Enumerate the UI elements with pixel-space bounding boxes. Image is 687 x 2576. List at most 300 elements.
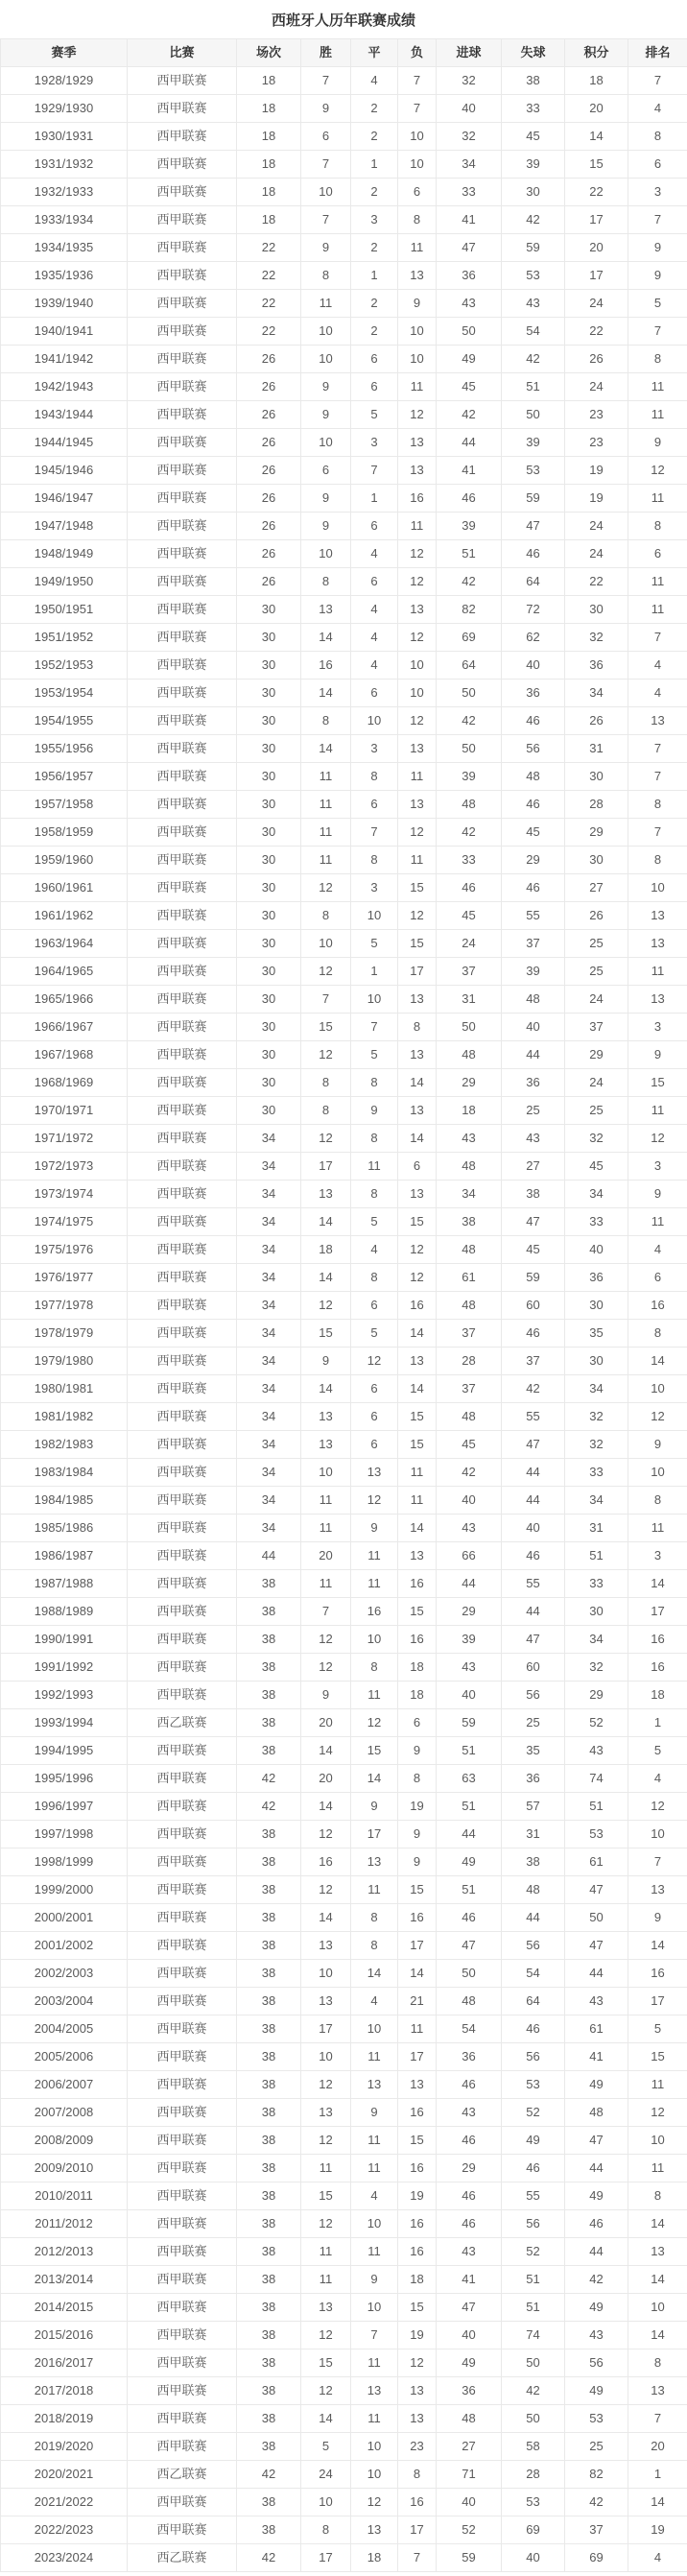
losses-cell: 15 [398,1208,437,1236]
table-row [1,930,687,958]
losses-cell: 12 [398,568,437,596]
wins-cell: 6 [301,123,351,151]
competition-cell: 西甲联赛 [128,986,237,1014]
wins-cell: 16 [301,1849,351,1876]
draws-cell: 13 [351,1849,398,1876]
goals-for-cell: 50 [437,680,502,707]
goals-against-cell: 44 [502,1598,565,1626]
season-cell: 1971/1972 [1,1125,128,1153]
table-row [1,1403,687,1431]
losses-cell: 17 [398,2516,437,2544]
points-cell: 30 [565,847,628,874]
wins-cell: 12 [301,1821,351,1849]
matches-cell: 44 [237,1542,301,1570]
matches-cell: 18 [237,151,301,179]
goals-against-cell: 28 [502,2461,565,2489]
table-row [1,429,687,457]
points-cell: 26 [565,902,628,930]
goals-against-cell: 53 [502,2071,565,2099]
matches-cell: 26 [237,346,301,373]
losses-cell: 15 [398,2294,437,2322]
season-cell: 2023/2024 [1,2544,128,2572]
draws-cell: 7 [351,457,398,485]
matches-cell: 26 [237,429,301,457]
wins-cell: 14 [301,1904,351,1932]
goals-for-cell: 29 [437,1069,502,1097]
table-row [1,791,687,819]
losses-cell: 13 [398,429,437,457]
losses-cell: 16 [398,1570,437,1598]
draws-cell: 6 [351,1431,398,1459]
goals-against-cell: 45 [502,819,565,847]
points-cell: 37 [565,2516,628,2544]
matches-cell: 26 [237,513,301,540]
goals-for-cell: 39 [437,513,502,540]
matches-cell: 22 [237,234,301,262]
rank-cell: 3 [628,1153,687,1181]
rank-cell: 11 [628,401,687,429]
rank-cell: 8 [628,2349,687,2377]
goals-for-cell: 40 [437,1487,502,1515]
goals-against-cell: 50 [502,401,565,429]
competition-cell: 西甲联赛 [128,1459,237,1487]
season-cell: 1983/1984 [1,1459,128,1487]
rank-cell: 13 [628,707,687,735]
goals-against-cell: 40 [502,2544,565,2572]
draws-cell: 5 [351,1041,398,1069]
points-cell: 42 [565,2266,628,2294]
competition-cell: 西甲联赛 [128,819,237,847]
matches-cell: 42 [237,1793,301,1821]
goals-against-cell: 46 [502,540,565,568]
goals-for-cell: 49 [437,2349,502,2377]
goals-against-cell: 25 [502,1097,565,1125]
goals-for-cell: 50 [437,735,502,763]
wins-cell: 11 [301,763,351,791]
draws-cell: 8 [351,1181,398,1208]
draws-cell: 2 [351,179,398,206]
table-row [1,707,687,735]
wins-cell: 12 [301,2322,351,2349]
draws-cell: 13 [351,2377,398,2405]
losses-cell: 7 [398,67,437,95]
wins-cell: 12 [301,1876,351,1904]
competition-cell: 西甲联赛 [128,847,237,874]
goals-for-cell: 44 [437,1821,502,1849]
season-cell: 1960/1961 [1,874,128,902]
wins-cell: 13 [301,2294,351,2322]
rank-cell: 4 [628,1765,687,1793]
goals-for-cell: 52 [437,2516,502,2544]
points-cell: 23 [565,429,628,457]
points-cell: 30 [565,763,628,791]
rank-cell: 4 [628,95,687,123]
goals-for-cell: 43 [437,2238,502,2266]
wins-cell: 9 [301,1348,351,1375]
matches-cell: 34 [237,1292,301,1320]
rank-cell: 11 [628,568,687,596]
goals-against-cell: 56 [502,1682,565,1709]
matches-cell: 30 [237,735,301,763]
table-row [1,95,687,123]
losses-cell: 15 [398,874,437,902]
table-row [1,1431,687,1459]
points-cell: 51 [565,1542,628,1570]
goals-against-cell: 40 [502,1515,565,1542]
points-header: 积分 [565,39,628,67]
wins-cell: 20 [301,1765,351,1793]
goals-against-cell: 38 [502,1849,565,1876]
wins-cell: 11 [301,1570,351,1598]
matches-cell: 18 [237,95,301,123]
matches-cell: 38 [237,1598,301,1626]
season-cell: 1959/1960 [1,847,128,874]
points-cell: 22 [565,568,628,596]
rank-cell: 8 [628,847,687,874]
losses-cell: 13 [398,1348,437,1375]
draws-cell: 17 [351,1821,398,1849]
competition-cell: 西甲联赛 [128,1236,237,1264]
competition-cell: 西乙联赛 [128,2544,237,2572]
competition-cell: 西甲联赛 [128,1765,237,1793]
losses-cell: 10 [398,318,437,346]
season-cell: 1932/1933 [1,179,128,206]
goals-for-cell: 69 [437,624,502,652]
competition-cell: 西甲联赛 [128,958,237,986]
goals-against-cell: 40 [502,1014,565,1041]
table-row [1,1348,687,1375]
matches-cell: 30 [237,874,301,902]
season-cell: 1981/1982 [1,1403,128,1431]
table-row [1,2043,687,2071]
competition-cell: 西甲联赛 [128,596,237,624]
rank-cell: 9 [628,1181,687,1208]
season-cell: 1961/1962 [1,902,128,930]
points-cell: 32 [565,1403,628,1431]
competition-cell: 西甲联赛 [128,2071,237,2099]
goals-against-cell: 42 [502,2377,565,2405]
losses-header: 负 [398,39,437,67]
season-cell: 1998/1999 [1,1849,128,1876]
losses-cell: 11 [398,1487,437,1515]
draws-cell: 3 [351,735,398,763]
draws-cell: 4 [351,652,398,680]
draws-cell: 10 [351,986,398,1014]
points-cell: 31 [565,735,628,763]
matches-cell: 34 [237,1431,301,1459]
wins-cell: 15 [301,2349,351,2377]
goals-for-cell: 43 [437,1654,502,1682]
table-row [1,2294,687,2322]
goals-against-cell: 55 [502,1570,565,1598]
table-row [1,2155,687,2182]
wins-cell: 10 [301,179,351,206]
goals-for-cell: 18 [437,1097,502,1125]
losses-cell: 9 [398,1821,437,1849]
draws-cell: 10 [351,2461,398,2489]
competition-cell: 西甲联赛 [128,429,237,457]
goals-for-cell: 40 [437,95,502,123]
matches-cell: 18 [237,206,301,234]
season-cell: 1999/2000 [1,1876,128,1904]
season-cell: 1954/1955 [1,707,128,735]
draws-cell: 16 [351,1598,398,1626]
wins-cell: 7 [301,1598,351,1626]
points-cell: 46 [565,2210,628,2238]
table-row [1,2182,687,2210]
goals-for-cell: 59 [437,1709,502,1737]
competition-cell: 西甲联赛 [128,2294,237,2322]
table-row [1,290,687,318]
matches-cell: 38 [237,1626,301,1654]
season-cell: 1958/1959 [1,819,128,847]
matches-cell: 30 [237,930,301,958]
season-cell: 1950/1951 [1,596,128,624]
wins-cell: 11 [301,819,351,847]
matches-cell: 38 [237,1960,301,1988]
season-cell: 1935/1936 [1,262,128,290]
rank-cell: 9 [628,429,687,457]
losses-cell: 12 [398,707,437,735]
wins-cell: 9 [301,485,351,513]
goals-against-cell: 69 [502,2516,565,2544]
losses-cell: 16 [398,485,437,513]
rank-cell: 7 [628,206,687,234]
goals-against-cell: 56 [502,2210,565,2238]
draws-cell: 9 [351,1097,398,1125]
goals-for-cell: 46 [437,2071,502,2099]
rank-cell: 11 [628,1515,687,1542]
losses-cell: 11 [398,373,437,401]
competition-cell: 西甲联赛 [128,401,237,429]
losses-cell: 14 [398,1515,437,1542]
season-cell: 1949/1950 [1,568,128,596]
rank-cell: 4 [628,2544,687,2572]
matches-cell: 30 [237,1014,301,1041]
draws-cell: 8 [351,1125,398,1153]
goals-for-cell: 46 [437,2127,502,2155]
losses-cell: 13 [398,2405,437,2433]
goals-for-cell: 46 [437,1904,502,1932]
losses-cell: 11 [398,2015,437,2043]
matches-cell: 30 [237,1069,301,1097]
competition-cell: 西甲联赛 [128,1292,237,1320]
competition-cell: 西甲联赛 [128,791,237,819]
rank-cell: 14 [628,1348,687,1375]
goals-for-cell: 31 [437,986,502,1014]
goals-for-cell: 63 [437,1765,502,1793]
draws-cell: 11 [351,1682,398,1709]
points-cell: 29 [565,1041,628,1069]
competition-cell: 西乙联赛 [128,2461,237,2489]
points-cell: 32 [565,1125,628,1153]
matches-cell: 42 [237,2544,301,2572]
draws-cell: 5 [351,1320,398,1348]
wins-cell: 20 [301,1542,351,1570]
competition-cell: 西甲联赛 [128,1737,237,1765]
competition-cell: 西甲联赛 [128,2127,237,2155]
goals-against-cell: 48 [502,763,565,791]
points-cell: 19 [565,457,628,485]
goals-against-cell: 54 [502,1960,565,1988]
draws-cell: 2 [351,290,398,318]
goals-for-cell: 48 [437,791,502,819]
season-cell: 1997/1998 [1,1821,128,1849]
losses-cell: 7 [398,95,437,123]
competition-cell: 西甲联赛 [128,485,237,513]
rank-cell: 15 [628,2043,687,2071]
goals-for-header: 进球 [437,39,502,67]
draws-cell: 4 [351,2182,398,2210]
wins-cell: 16 [301,652,351,680]
table-row [1,540,687,568]
table-row [1,1069,687,1097]
losses-cell: 9 [398,290,437,318]
table-row [1,735,687,763]
rank-cell: 14 [628,2266,687,2294]
season-cell: 1964/1965 [1,958,128,986]
losses-cell: 14 [398,1960,437,1988]
season-cell: 1955/1956 [1,735,128,763]
goals-for-cell: 33 [437,179,502,206]
season-cell: 2017/2018 [1,2377,128,2405]
season-cell: 2007/2008 [1,2099,128,2127]
goals-for-cell: 46 [437,2182,502,2210]
wins-cell: 17 [301,2015,351,2043]
draws-cell: 4 [351,67,398,95]
competition-cell: 西甲联赛 [128,262,237,290]
wins-cell: 10 [301,1459,351,1487]
competition-cell: 西甲联赛 [128,1320,237,1348]
wins-cell: 10 [301,2489,351,2516]
points-cell: 30 [565,596,628,624]
season-cell: 1990/1991 [1,1626,128,1654]
wins-cell: 14 [301,1208,351,1236]
season-cell: 2014/2015 [1,2294,128,2322]
matches-cell: 30 [237,958,301,986]
rank-cell: 11 [628,596,687,624]
goals-for-cell: 43 [437,290,502,318]
rank-cell: 16 [628,1960,687,1988]
losses-cell: 11 [398,234,437,262]
table-row [1,1487,687,1515]
goals-for-cell: 43 [437,2099,502,2127]
table-row [1,2489,687,2516]
points-cell: 36 [565,1264,628,1292]
losses-cell: 10 [398,680,437,707]
losses-cell: 15 [398,1598,437,1626]
goals-against-cell: 59 [502,485,565,513]
losses-cell: 9 [398,1849,437,1876]
draws-cell: 6 [351,680,398,707]
goals-against-cell: 25 [502,1709,565,1737]
goals-against-cell: 62 [502,624,565,652]
rank-cell: 11 [628,2071,687,2099]
table-row [1,1542,687,1570]
rank-cell: 8 [628,2182,687,2210]
goals-against-cell: 35 [502,1737,565,1765]
rank-cell: 5 [628,1737,687,1765]
goals-against-cell: 51 [502,2266,565,2294]
competition-cell: 西甲联赛 [128,2433,237,2461]
wins-cell: 18 [301,1236,351,1264]
wins-cell: 9 [301,1682,351,1709]
matches-cell: 38 [237,2349,301,2377]
season-cell: 2003/2004 [1,1988,128,2015]
goals-for-cell: 47 [437,1932,502,1960]
rank-cell: 13 [628,986,687,1014]
rank-cell: 11 [628,1208,687,1236]
table-row [1,1236,687,1264]
matches-cell: 26 [237,373,301,401]
competition-cell: 西甲联赛 [128,2266,237,2294]
season-cell: 1978/1979 [1,1320,128,1348]
matches-cell: 34 [237,1181,301,1208]
rank-cell: 5 [628,2015,687,2043]
season-cell: 1987/1988 [1,1570,128,1598]
matches-cell: 42 [237,2461,301,2489]
losses-cell: 13 [398,262,437,290]
wins-cell: 10 [301,429,351,457]
season-cell: 1992/1993 [1,1682,128,1709]
points-cell: 30 [565,1292,628,1320]
wins-cell: 11 [301,1487,351,1515]
wins-cell: 12 [301,2377,351,2405]
competition-cell: 西甲联赛 [128,2516,237,2544]
draws-cell: 10 [351,707,398,735]
competition-cell: 西甲联赛 [128,1960,237,1988]
losses-cell: 16 [398,2489,437,2516]
rank-cell: 10 [628,1821,687,1849]
wins-cell: 11 [301,2266,351,2294]
draws-cell: 8 [351,1932,398,1960]
table-row [1,2071,687,2099]
matches-cell: 30 [237,624,301,652]
season-cell: 2015/2016 [1,2322,128,2349]
goals-against-cell: 60 [502,1654,565,1682]
competition-cell: 西甲联赛 [128,206,237,234]
season-cell: 1942/1943 [1,373,128,401]
matches-cell: 38 [237,2210,301,2238]
losses-cell: 11 [398,763,437,791]
rank-cell: 14 [628,1570,687,1598]
points-cell: 15 [565,151,628,179]
goals-against-cell: 59 [502,1264,565,1292]
goals-against-cell: 55 [502,1403,565,1431]
points-cell: 14 [565,123,628,151]
matches-cell: 34 [237,1459,301,1487]
matches-cell: 30 [237,1041,301,1069]
rank-cell: 3 [628,1542,687,1570]
goals-for-cell: 41 [437,457,502,485]
wins-header: 胜 [301,39,351,67]
season-cell: 2008/2009 [1,2127,128,2155]
goals-against-cell: 44 [502,1904,565,1932]
losses-cell: 12 [398,401,437,429]
wins-cell: 8 [301,568,351,596]
points-cell: 40 [565,1236,628,1264]
matches-cell: 26 [237,568,301,596]
losses-cell: 6 [398,1709,437,1737]
goals-against-cell: 58 [502,2433,565,2461]
draws-cell: 11 [351,2238,398,2266]
wins-cell: 14 [301,1264,351,1292]
matches-cell: 26 [237,401,301,429]
matches-cell: 38 [237,2238,301,2266]
rank-cell: 14 [628,2322,687,2349]
matches-cell: 30 [237,596,301,624]
points-cell: 24 [565,1069,628,1097]
